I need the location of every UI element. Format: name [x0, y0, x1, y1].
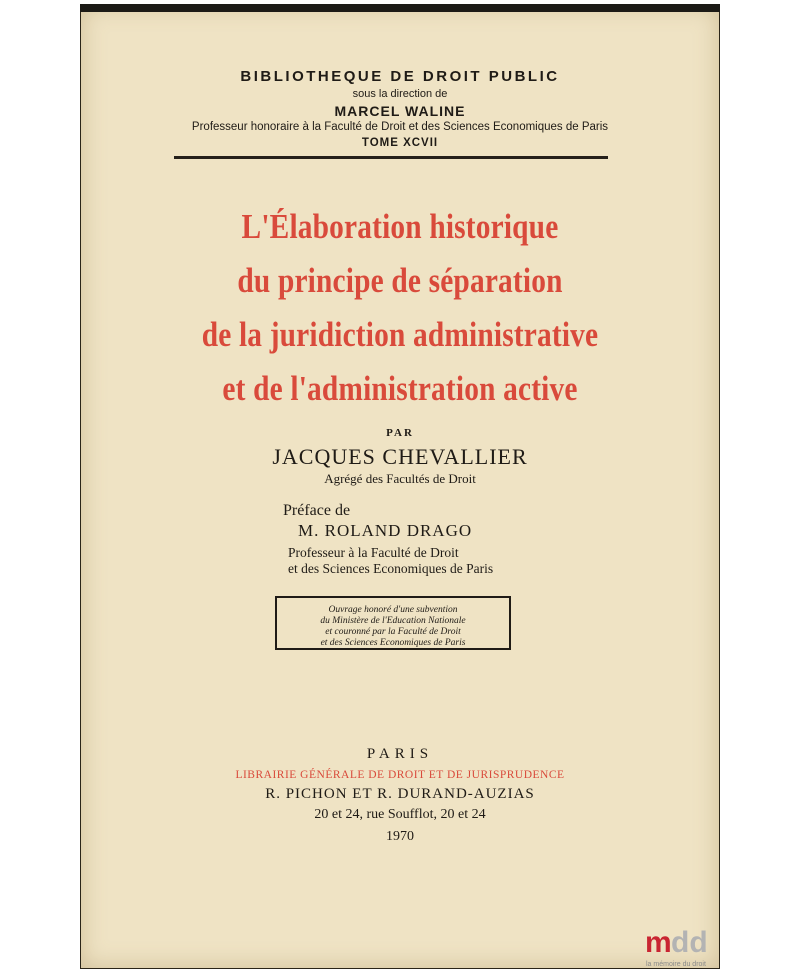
title-line: de la juridiction administrative	[201, 315, 599, 354]
cover-top-edge	[80, 4, 720, 12]
preface-author: M. ROLAND DRAGO	[298, 521, 473, 540]
preface-author-title: et des Sciences Economiques de Paris	[288, 561, 494, 576]
book-title	[80, 200, 720, 416]
publisher-library: LIBRAIRIE GÉNÉRALE DE DROIT ET DE JURISPRUDENCE	[235, 769, 565, 781]
publisher-city: PARIS	[366, 746, 434, 762]
preface-label: Préface de	[283, 502, 351, 519]
notice-line: et des Sciences Economiques de Paris	[320, 638, 466, 648]
logo-dd: dd	[671, 926, 708, 959]
series-director: MARCEL WALINE	[334, 103, 466, 119]
par-label: PAR	[386, 427, 414, 439]
divider-rule	[174, 156, 608, 159]
preface-author-title: Professeur à la Faculté de Droit	[288, 545, 459, 560]
series-director-title: Professeur honoraire à la Faculté de Droit et des Sciences Economiques de Paris	[191, 121, 609, 133]
notice-line: du Ministère de l'Education Nationale	[320, 616, 466, 626]
preface-block	[283, 502, 493, 577]
series-direction: sous la direction de	[352, 88, 448, 100]
title-line: du principe de séparation	[237, 261, 563, 300]
publication-year: 1970	[386, 829, 414, 844]
series-title: BIBLIOTHEQUE DE DROIT PUBLIC	[240, 68, 560, 85]
award-notice-box	[275, 596, 511, 650]
author-title: Agrégé des Facultés de Droit	[324, 471, 476, 486]
author-name: JACQUES CHEVALLIER	[272, 444, 528, 469]
mdd-logo-watermark	[643, 920, 723, 972]
title-line: L'Élaboration historique	[241, 207, 559, 246]
title-line: et de l'administration active	[222, 369, 578, 408]
logo-m: m	[645, 926, 672, 959]
notice-line: Ouvrage honoré d'une subvention	[328, 605, 458, 615]
publisher-names: R. PICHON ET R. DURAND-AUZIAS	[265, 786, 535, 802]
publisher-address: 20 et 24, rue Soufflot, 20 et 24	[314, 807, 486, 822]
notice-line: et couronné par la Faculté de Droit	[325, 627, 461, 637]
series-tome: TOME XCVII	[361, 137, 439, 149]
logo-caption: la mémoire du droit	[646, 961, 706, 968]
